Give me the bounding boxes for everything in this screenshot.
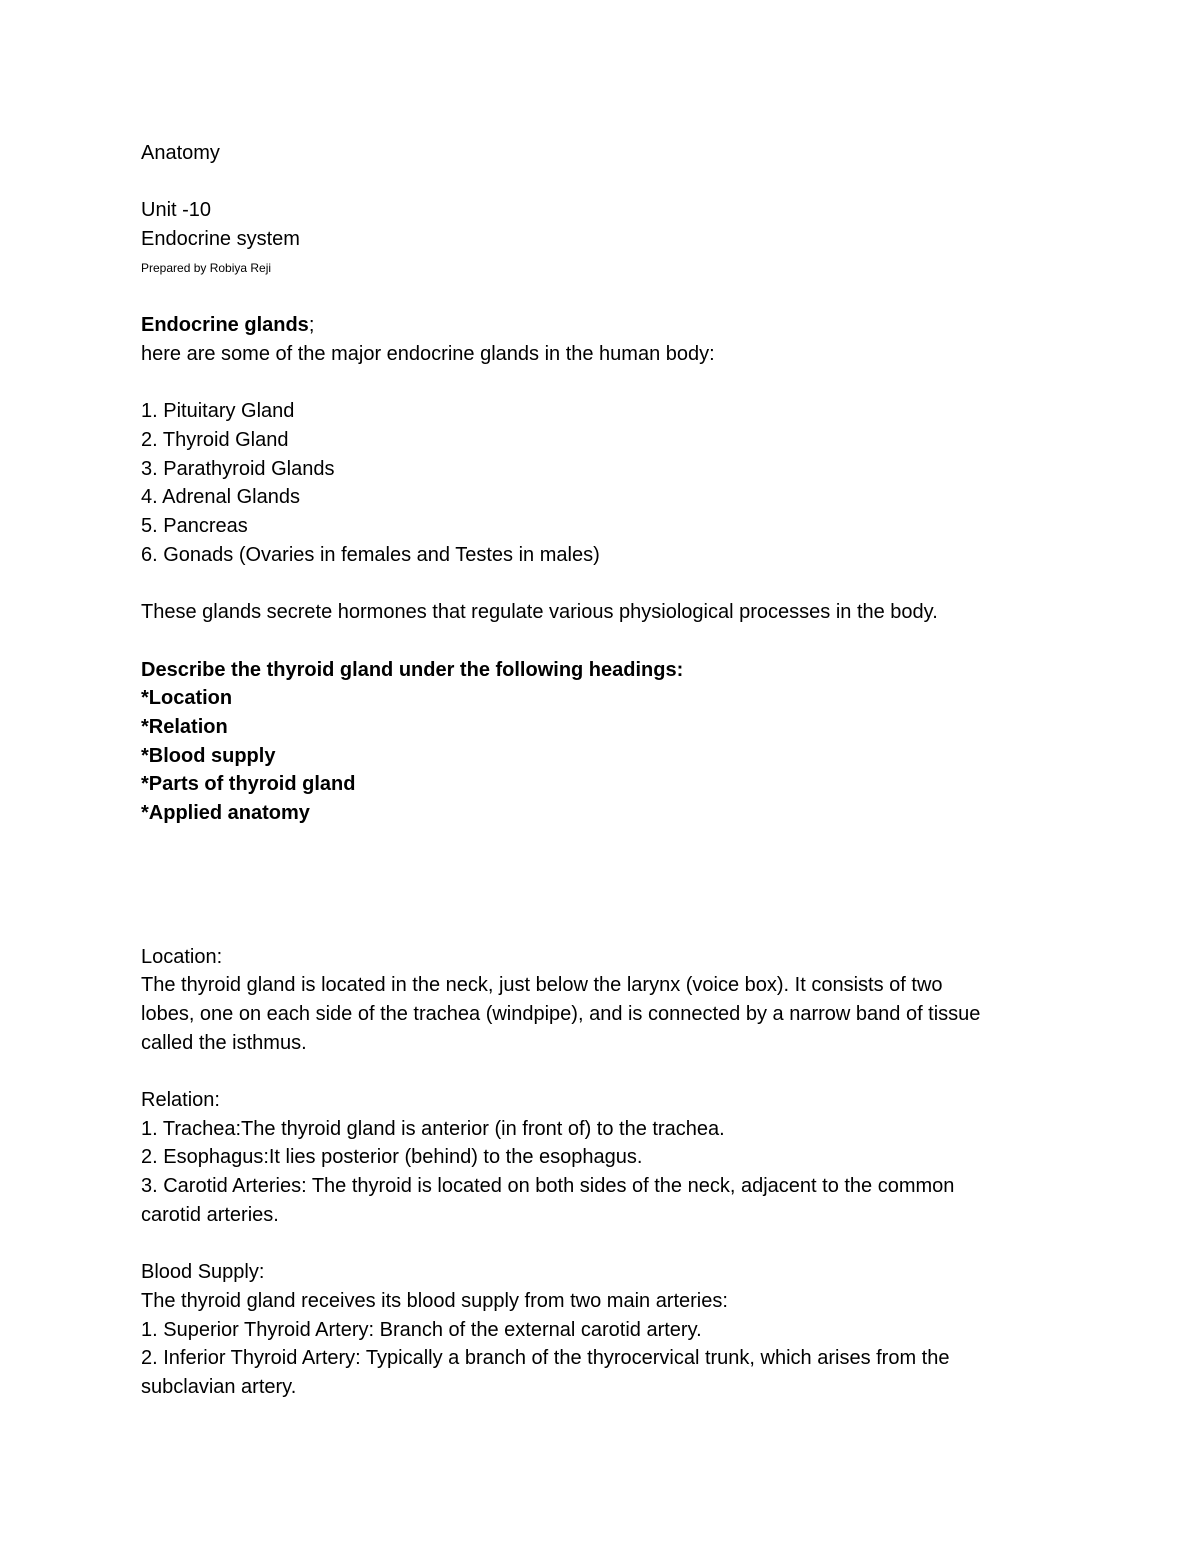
blood-supply-item: subclavian artery. — [141, 1376, 297, 1399]
question-heading-item: *Parts of thyroid gland — [141, 773, 356, 796]
topic-title: Endocrine system — [141, 228, 300, 251]
spacer — [141, 283, 1071, 312]
blood-supply-item: 2. Inferior Thyroid Artery: Typically a branch of the thyrocervical trunk, which arises from the — [141, 1347, 950, 1370]
blood-supply-item: 1. Superior Thyroid Artery: Branch of the external carotid artery. — [141, 1318, 702, 1341]
relation-item: 2. Esophagus:It lies posterior (behind) to the esophagus. — [141, 1146, 643, 1169]
endocrine-glands-intro: here are some of the major endocrine glands in the human body: — [141, 342, 715, 365]
spacer — [141, 627, 1071, 656]
subject-title: Anatomy — [141, 142, 220, 164]
question-heading-item: *Relation — [141, 715, 228, 738]
author-credit: Prepared by Robiya Reji — [141, 260, 272, 275]
spacer — [141, 570, 1071, 599]
spacer — [141, 914, 1071, 943]
gland-list-item: 4. Adrenal Glands — [141, 486, 300, 509]
endocrine-glands-heading: Endocrine glands — [141, 314, 309, 337]
document-page — [141, 139, 1071, 1402]
spacer — [141, 885, 1071, 914]
spacer — [141, 1057, 1071, 1086]
blood-supply-label: Blood Supply: — [141, 1261, 265, 1284]
unit-label: Unit -10 — [141, 199, 212, 222]
question-heading-item: *Applied anatomy — [141, 802, 310, 825]
gland-list-item: 5. Pancreas — [141, 515, 248, 538]
heading-suffix: ; — [308, 314, 315, 337]
spacer — [141, 1230, 1071, 1259]
gland-list-item: 3. Parathyroid Glands — [141, 457, 335, 480]
glands-summary: These glands secrete hormones that regulate various physiological processes in the body. — [141, 601, 938, 624]
location-text-line: called the isthmus. — [141, 1031, 307, 1054]
spacer — [141, 828, 1071, 857]
spacer — [141, 369, 1071, 398]
blood-supply-intro: The thyroid gland receives its blood supply from two main arteries: — [141, 1289, 728, 1312]
endocrine-glands-heading-line — [141, 311, 1071, 340]
spacer — [141, 168, 1071, 197]
question-heading-item: *Blood supply — [141, 744, 276, 767]
location-text-line: lobes, one on each side of the trachea (windpipe), and is connected by a narrow band of tissue — [141, 1002, 981, 1025]
relation-item: 3. Carotid Arteries: The thyroid is located on both sides of the neck, adjacent to the common — [141, 1175, 955, 1198]
location-label: Location: — [141, 945, 223, 968]
gland-list-item: 6. Gonads (Ovaries in females and Testes in males) — [141, 543, 600, 566]
question-title: Describe the thyroid gland under the following headings: — [141, 658, 684, 681]
relation-item: 1. Trachea:The thyroid gland is anterior (in front of) to the trachea. — [141, 1117, 725, 1140]
question-heading-item: *Location — [141, 687, 233, 710]
spacer — [141, 856, 1071, 885]
gland-list-item: 1. Pituitary Gland — [141, 400, 295, 423]
location-text-line: The thyroid gland is located in the neck, just below the larynx (voice box). It consists of two — [141, 974, 943, 997]
gland-list-item: 2. Thyroid Gland — [141, 428, 289, 451]
relation-label: Relation: — [141, 1089, 220, 1112]
relation-item: carotid arteries. — [141, 1203, 279, 1226]
